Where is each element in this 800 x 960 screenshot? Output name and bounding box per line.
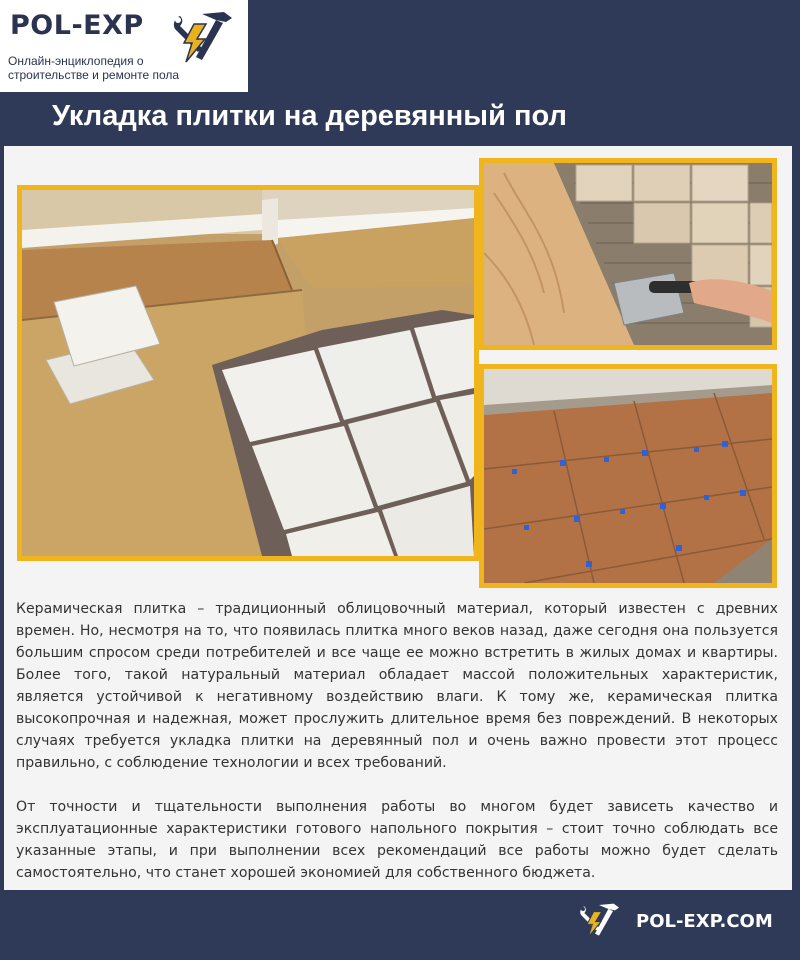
header-logo-block xyxy=(0,0,248,92)
hammer-wrench-lightning-icon xyxy=(166,8,244,68)
tagline-line-1: Онлайн-энциклопедия о xyxy=(8,54,144,68)
photo-tiles-on-wooden-floor xyxy=(17,185,479,561)
paragraph-intro: Керамическая плитка – традиционный облицовочный материал, который известен с древних времен. Но, несмотря на то, что появилась плитка много веков назад, даже сегодня она пользуется большим спросом среди потребителей и все чаще ее можно встретить в жилых домах и квартиры. Более того, такой натуральный материал обладает массой положительных характеристик, является устойчивой к негативному воздействию влаги. К тому же, керамическая плитка высокопрочная и надежная, может прослужить длительное время без повреждений. В некоторых случаях требуется укладка плитки на деревянный пол и очень важно провести этот процесс правильно, с соблюдение технологии и всех требований. xyxy=(16,601,778,771)
footer-site-link[interactable]: POL-EXP.COM xyxy=(636,911,773,932)
logo-text: POL-EXP xyxy=(10,10,144,41)
paragraph-conclusion: От точности и тщательности выполнения работы во многом будет зависеть качество и эксплуатационные характеристики готового напольного покрытия – стоит точно соблюдать все указанные этапы, и при выполнении всех рекомендаций все работы можно будет сделать самостоятельно, что станет хорошей экономией для собственного бюджета. xyxy=(16,799,778,881)
tagline-line-2: строительстве и ремонте пола xyxy=(8,68,180,82)
photo-trowel-adhesive xyxy=(479,158,777,350)
page-title: Укладка плитки на деревянный пол xyxy=(52,100,567,132)
footer-logo-icon xyxy=(575,898,627,944)
photo-tiles-with-spacers xyxy=(479,364,777,588)
